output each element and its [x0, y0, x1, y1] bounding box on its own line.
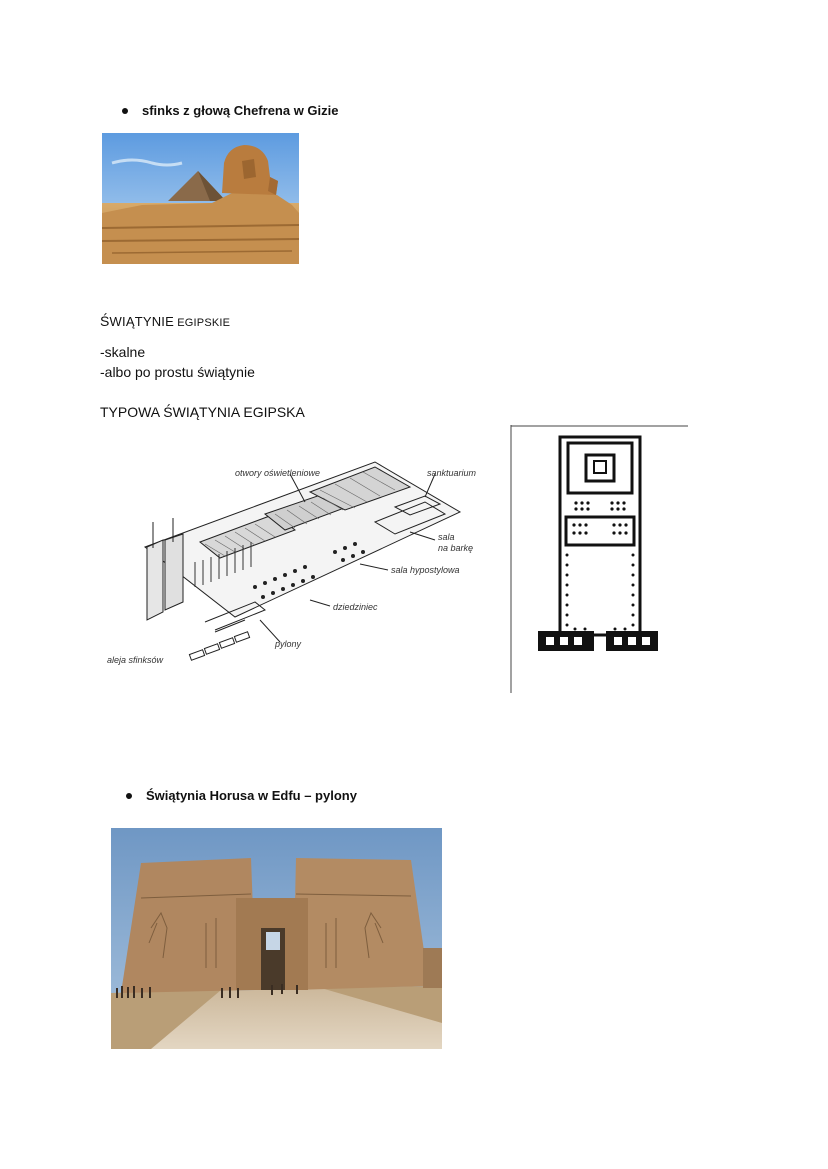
label-pylony: pylony: [275, 639, 302, 649]
label-sala-1: sala: [438, 532, 455, 542]
label-otwory: otwory oświetleniowe: [235, 468, 321, 478]
temple-floor-plan: [510, 425, 688, 693]
temples-list-item: -skalne: [100, 344, 146, 360]
temples-list-item: -albo po prostu świątynie: [100, 364, 255, 380]
label-aleja: aleja sfinksów: [107, 655, 164, 665]
temples-heading-first: Ś: [100, 313, 110, 329]
typical-temple-title: TYPOWA ŚWIĄTYNIA EGIPSKA: [100, 404, 305, 420]
temples-list: [100, 342, 255, 382]
temples-heading-small: EGIPSKIE: [173, 317, 231, 329]
temples-heading-word: WIĄTYNIE: [109, 314, 174, 329]
bullet-icon: [126, 793, 132, 799]
edfu-caption: [126, 788, 357, 803]
edfu-caption-text: Świątynia Horusa w Edfu – pylony: [146, 788, 357, 803]
label-sala-2: na barkę: [438, 543, 474, 553]
label-dziedziniec: dziedziniec: [333, 602, 378, 612]
sphinx-photo: [102, 133, 299, 264]
label-sanktuarium: sanktuarium: [427, 468, 477, 478]
edfu-photo: [111, 828, 442, 1049]
label-sala-hypostylowa: sala hypostylowa: [391, 565, 460, 575]
temple-isometric-diagram: [105, 452, 500, 687]
sphinx-caption: [122, 103, 339, 118]
sphinx-caption-text: sfinks z głową Chefrena w Gizie: [142, 103, 339, 118]
bullet-icon: [122, 108, 128, 114]
temples-heading: [100, 313, 230, 329]
